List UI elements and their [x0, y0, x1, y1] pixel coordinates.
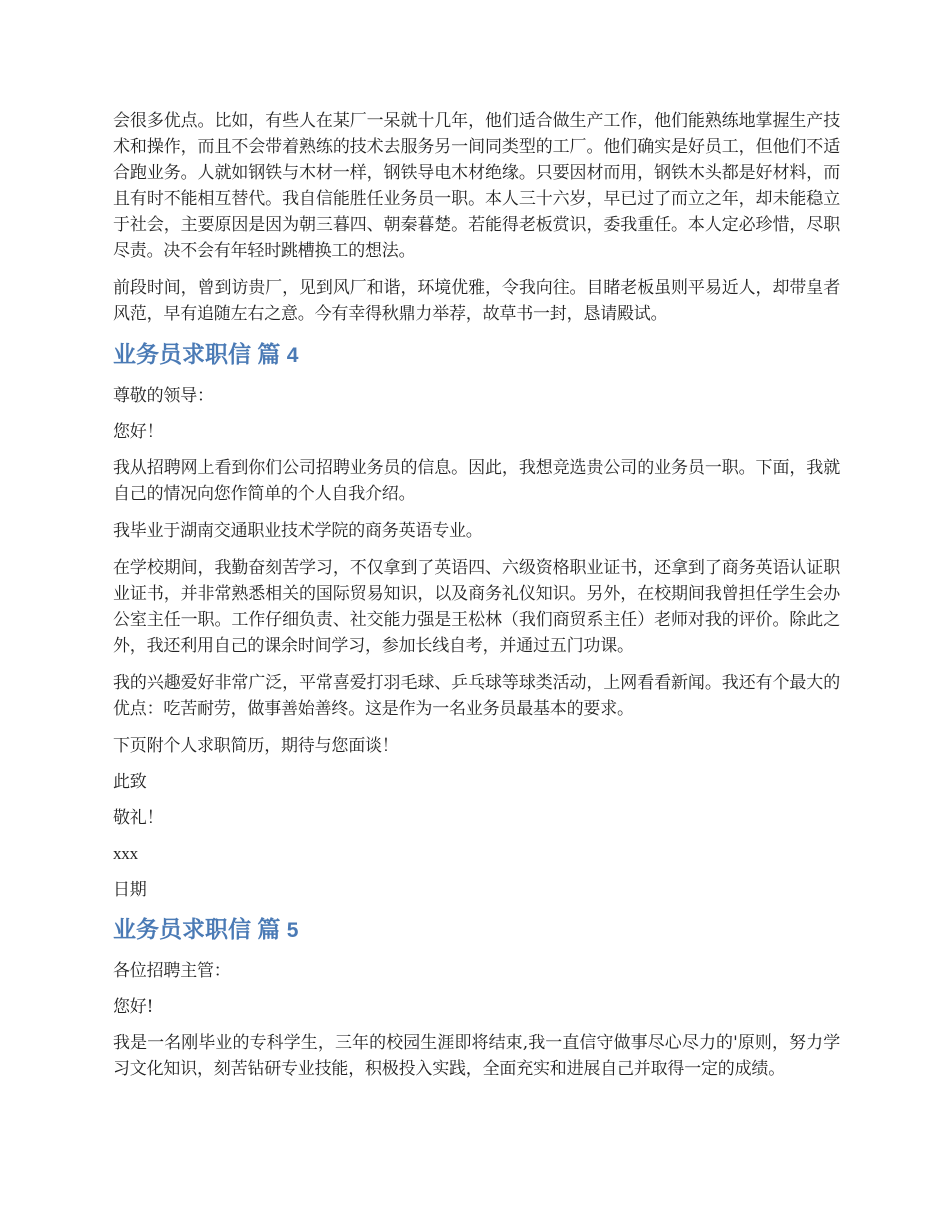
greeting: 您好!: [113, 997, 154, 1017]
body-paragraph: 我是一名刚毕业的专科学生，三年的校园生涯即将结束,我一直信守做事尽心尽力的'原则，努力学习文化知识，刻苦钻研专业技能，积极投入实践，全面充实和进展自己并取得一定的成绩。: [113, 1033, 840, 1079]
salutation: 尊敬的领导：: [113, 386, 214, 406]
body-paragraph: 前段时间，曾到访贵厂，见到风厂和谐，环境优雅，令我向往。目睹老板虽则平易近人，却带皇者风范，早有追随左右之意。今有幸得秋鼎力举荐，故草书一封，恳请殿试。: [113, 278, 840, 324]
body-paragraph: 会很多优点。比如，有些人在某厂一呆就十几年，他们适合做生产工作，他们能熟练地掌握生产技术和操作，而且不会带着熟练的技术去服务另一间同类型的工厂。他们确实是好员工，但他们不适合跑业务。人就如钢铁与木材一样，钢铁导电木材绝缘。只要因材而用，钢铁木头都是好材料，而且有时不能相互替代。我自信能胜任业务员一职。本人三十六岁，早已过了而立之年，却未能稳立于社会，主要原因是因为朝三暮四、朝秦暮楚。若能得老板赏识，委我重任。本人定必珍惜，尽职尽责。决不会有年轻时跳槽换工的想法。: [113, 111, 840, 261]
body-paragraph: 我毕业于湖南交通职业技术学院的商务英语专业。: [113, 521, 483, 541]
greeting: 您好！: [113, 422, 164, 442]
section-heading-5: [113, 913, 840, 947]
body-paragraph: 下页附个人求职简历，期待与您面谈！: [113, 736, 399, 756]
salutation: 各位招聘主管：: [113, 961, 231, 981]
heading-number: 4: [286, 344, 299, 367]
date-line: 日期: [113, 880, 147, 900]
closing-line: 此致: [113, 772, 147, 792]
closing-line: 敬礼！: [113, 808, 164, 828]
section-heading-4: [113, 338, 840, 372]
heading-number: 5: [286, 919, 299, 942]
heading-text: 业务员求职信 篇: [113, 916, 281, 942]
body-paragraph: 我从招聘网上看到你们公司招聘业务员的信息。因此，我想竞选贵公司的业务员一职。下面，我就自己的情况向您作简单的个人自我介绍。: [113, 458, 840, 504]
document-page: [113, 108, 840, 1093]
heading-text: 业务员求职信 篇: [113, 341, 281, 367]
signature: xxx: [113, 844, 138, 863]
body-paragraph: 我的兴趣爱好非常广泛，平常喜爱打羽毛球、乒乓球等球类活动，上网看看新闻。我还有个最大的优点：吃苦耐劳，做事善始善终。这是作为一名业务员最基本的要求。: [113, 673, 840, 719]
body-paragraph: 在学校期间，我勤奋刻苦学习，不仅拿到了英语四、六级资格职业证书，还拿到了商务英语认证职业证书，并非常熟悉相关的国际贸易知识，以及商务礼仪知识。另外，在校期间我曾担任学生会办公室主任一职。工作仔细负责、社交能力强是王松林（我们商贸系主任）老师对我的评价。除此之外，我还利用自己的课余时间学习，参加长线自考，并通过五门功课。: [113, 558, 840, 656]
